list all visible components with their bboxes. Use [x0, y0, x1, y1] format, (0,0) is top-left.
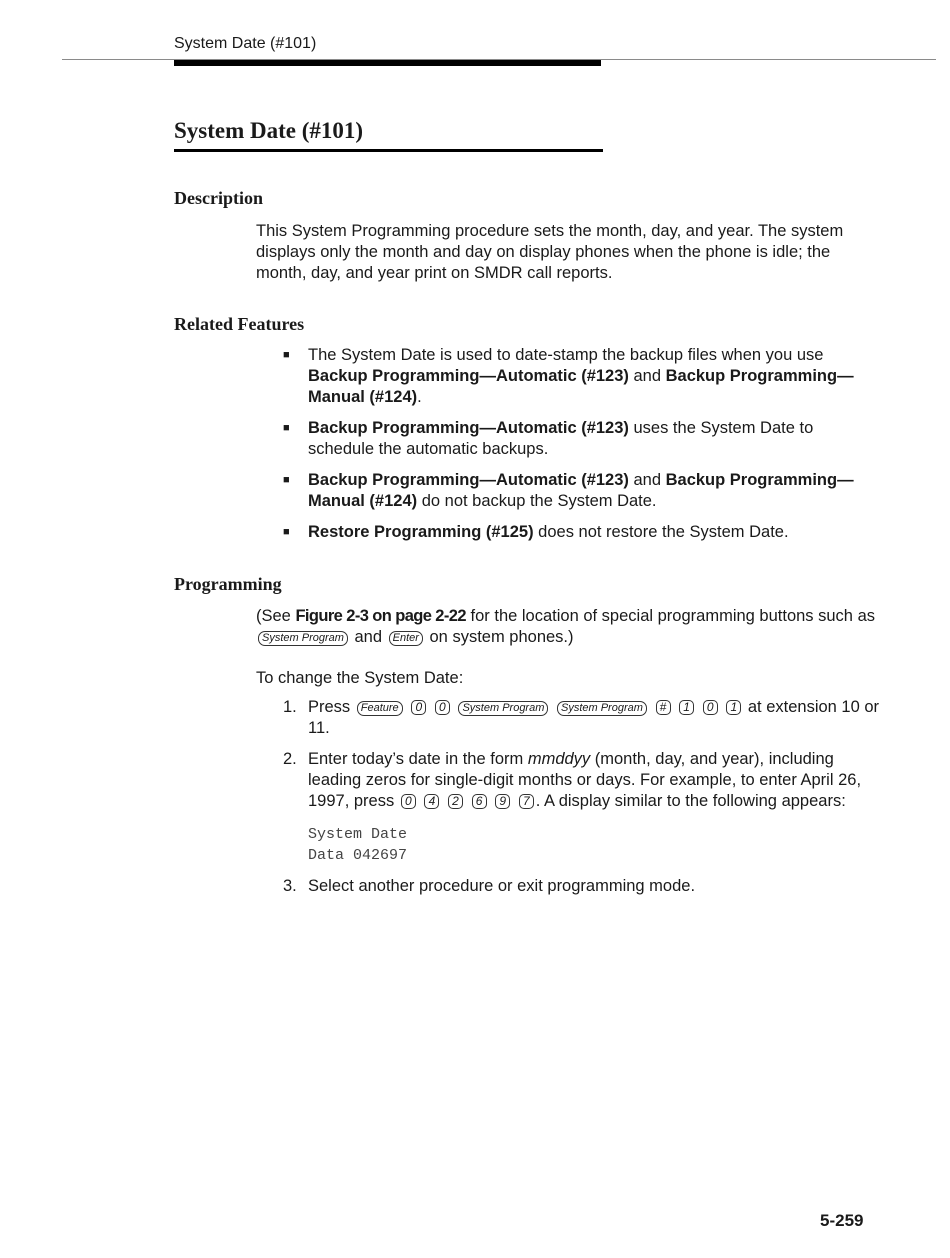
bullet-text: and: [628, 471, 666, 489]
feature-reference: Backup Programming—Automatic (#123): [308, 471, 629, 489]
bullet-text: does not restore the System Date.: [533, 523, 789, 541]
hash-key: #: [656, 700, 671, 715]
feature-reference: Backup Programming—Automatic (#123): [308, 419, 629, 437]
header-bar: [174, 60, 601, 66]
dial-key-6: 6: [472, 794, 487, 809]
step-text: Enter today’s date in the form: [308, 750, 528, 768]
title-underline: [174, 149, 603, 152]
bullet-text: uses the System Date to schedule the automatic backups.: [308, 419, 814, 458]
dial-key-1: 1: [679, 700, 694, 715]
dial-key-2: 2: [448, 794, 463, 809]
procedure-steps: [283, 697, 883, 907]
system-program-key: System Program: [458, 701, 548, 716]
dial-key-0: 0: [435, 700, 450, 715]
related-features-heading: Related Features: [174, 314, 305, 334]
list-item: [283, 876, 883, 897]
list-item: [283, 522, 883, 543]
bullet-icon: ■: [283, 349, 290, 361]
note-text: (See: [256, 607, 296, 625]
note-text: for the location of special programming buttons such as: [465, 607, 875, 625]
programming-note: [256, 606, 881, 648]
step-number: 2.: [283, 750, 297, 768]
feature-reference: Backup Programming—Automatic (#123): [308, 367, 629, 385]
display-line: System Date: [308, 826, 408, 843]
description-text: This System Programming procedure sets the month, day, and year. The system displays only the month and day on display phones when the phone is idle; the month, day, and year print on SMDR call reports.: [256, 222, 844, 282]
feature-reference: Backup Programming—Manual (#124): [308, 471, 854, 510]
bullet-icon: ■: [283, 422, 290, 434]
date-format: mmddyy: [527, 750, 591, 768]
dial-key-0: 0: [411, 700, 426, 715]
list-item: [283, 749, 883, 866]
bullet-text: .: [417, 388, 422, 406]
note-text: and: [349, 628, 387, 646]
description-heading: Description: [174, 188, 263, 208]
list-item: [283, 345, 883, 408]
bullet-text: do not backup the System Date.: [417, 492, 657, 510]
page-title: System Date (#101): [174, 118, 364, 143]
step-text: . A display similar to the following appears:: [535, 792, 846, 810]
list-item: [283, 470, 883, 512]
dial-key-0: 0: [401, 794, 416, 809]
feature-reference: Backup Programming—Manual (#124): [308, 367, 854, 406]
running-header: System Date (#101): [174, 35, 317, 52]
feature-reference: Restore Programming (#125): [308, 523, 534, 541]
procedure-intro: To change the System Date:: [256, 669, 464, 687]
dial-key-7: 7: [519, 794, 534, 809]
bullet-text: The System Date is used to date-stamp the backup files when you use: [308, 346, 824, 364]
feature-key: Feature: [357, 701, 403, 716]
display-line: Data 042697: [308, 847, 408, 864]
bullet-icon: ■: [283, 474, 290, 486]
dial-key-9: 9: [495, 794, 510, 809]
dial-key-1: 1: [726, 700, 741, 715]
step-text: Press: [308, 698, 355, 716]
display-example: [308, 824, 883, 866]
enter-key: Enter: [389, 631, 423, 646]
list-item: [283, 697, 883, 739]
system-program-key: System Program: [258, 631, 348, 646]
step-text: (month, day, and year), including leading zeros for single-digit months or days. For example, to enter April 26, 1997, press: [308, 750, 862, 810]
step-text: Select another procedure or exit programming mode.: [308, 877, 696, 895]
step-number: 3.: [283, 877, 297, 895]
step-number: 1.: [283, 698, 297, 716]
system-program-key: System Program: [557, 701, 647, 716]
related-features-list: [283, 345, 883, 553]
step-text: at extension 10 or 11.: [308, 698, 880, 737]
figure-reference: Figure 2-3 on page 2-22: [295, 607, 466, 625]
dial-key-0: 0: [703, 700, 718, 715]
bullet-icon: ■: [283, 526, 290, 538]
list-item: [283, 418, 883, 460]
dial-key-4: 4: [424, 794, 439, 809]
bullet-text: and: [628, 367, 666, 385]
programming-heading: Programming: [174, 574, 282, 594]
page-number: 5-259: [820, 1211, 864, 1230]
note-text: on system phones.): [424, 628, 574, 646]
